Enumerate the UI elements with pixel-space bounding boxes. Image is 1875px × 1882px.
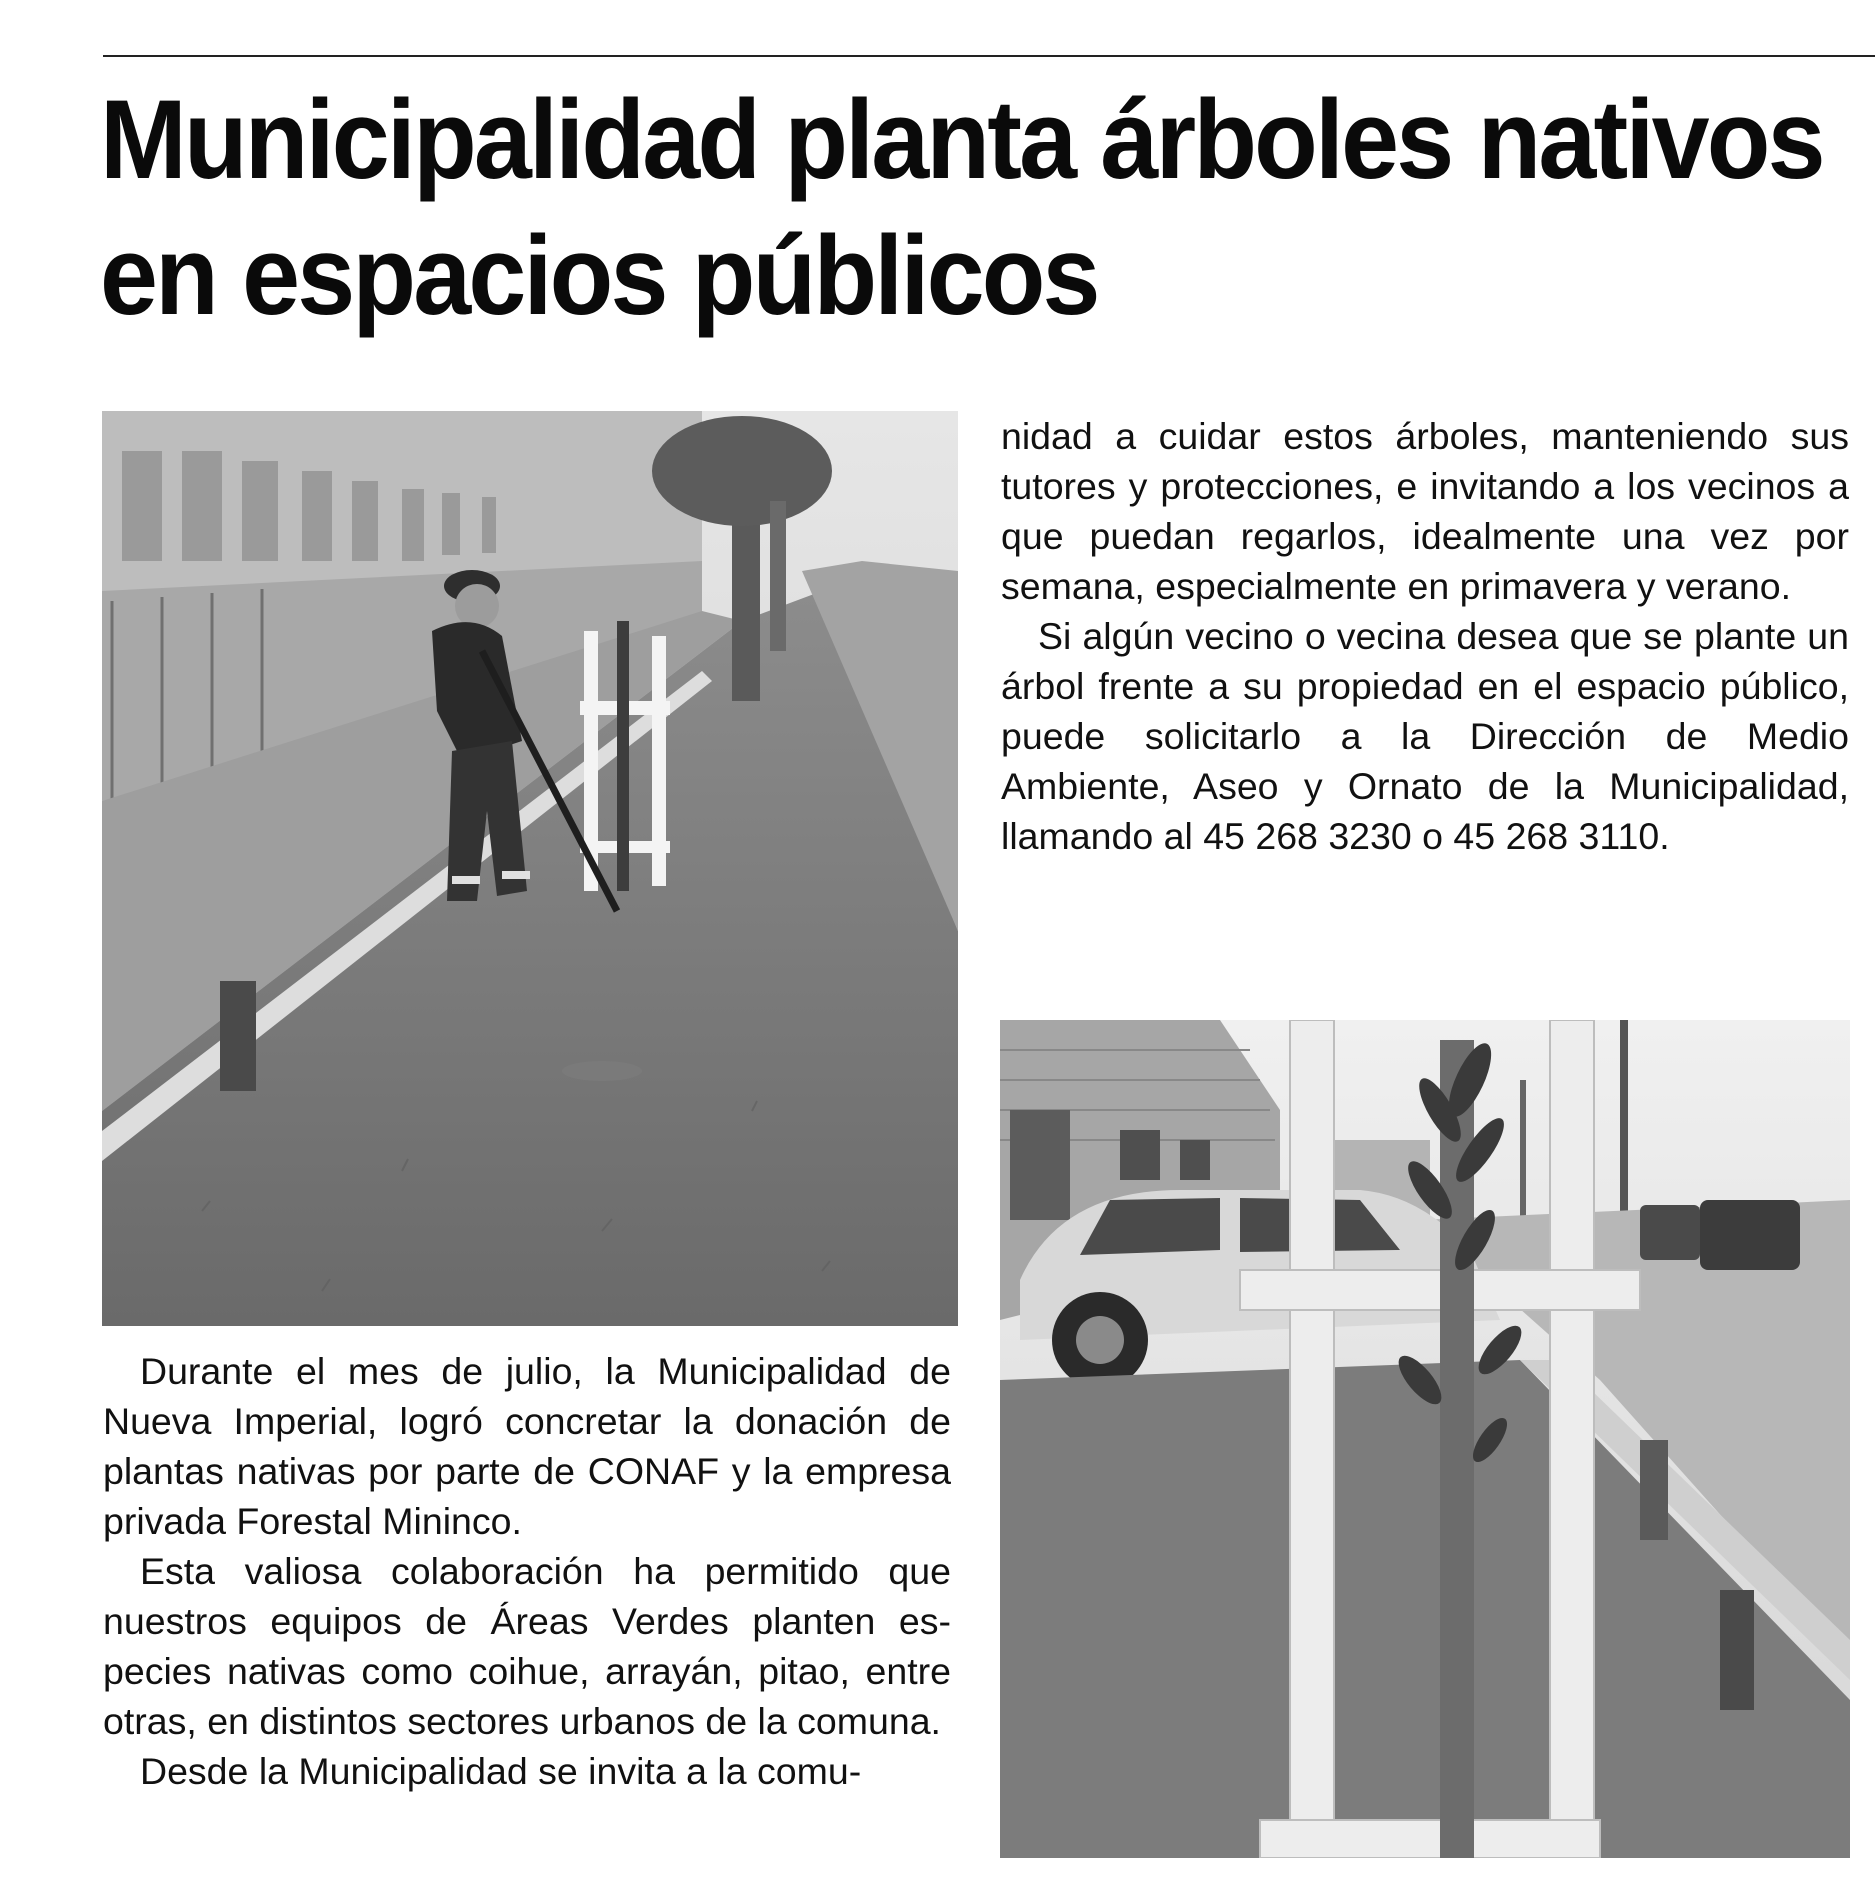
article-body-right-column <box>1001 411 1849 861</box>
worker-planting-tree-photo <box>102 411 958 1326</box>
paragraph-5: Si algún vecino o vecina desea que se plante un árbol frente a su propiedad en el espacio público, puede solicitarlo a la Dirección de Medio Ambiente, Aseo y Ornato de la Municipalidad, llamando al 45 268 3230 o 45 268 3110. <box>1001 615 1849 857</box>
headline-line-1: Municipalidad planta árboles nativos <box>100 77 1823 202</box>
headline-line-2: en espacios públicos <box>100 213 1098 338</box>
paragraph-4: nidad a cuidar estos árboles, manteniendo sus tutores y protecciones, e invitando a los vecinos a que puedan regarlos, idealmente una vez por semana, especialmente en primavera y verano. <box>1001 415 1849 607</box>
staked-native-sapling-photo <box>1000 1020 1850 1858</box>
top-rule <box>103 55 1875 57</box>
worker-planting-tree-image <box>102 411 958 1326</box>
paragraph-3: Desde la Municipalidad se invita a la comu- <box>140 1750 862 1792</box>
paragraph-2: Esta valiosa colaboración ha permitido que nuestros equipos de Áreas Verdes planten especies nativas como coihue, arrayán, pitao, entre otras, en distintos sectores urbanos de la comuna. <box>103 1550 951 1742</box>
headline <box>100 72 1823 344</box>
article-body-left-column <box>103 1346 951 1796</box>
paragraph-1: Durante el mes de julio, la Municipalidad de Nueva Imperial, logró concretar la donación de plantas nativas por parte de CONAF y la empresa privada Forestal Mininco. <box>103 1350 951 1542</box>
staked-native-sapling-image <box>1000 1020 1850 1858</box>
